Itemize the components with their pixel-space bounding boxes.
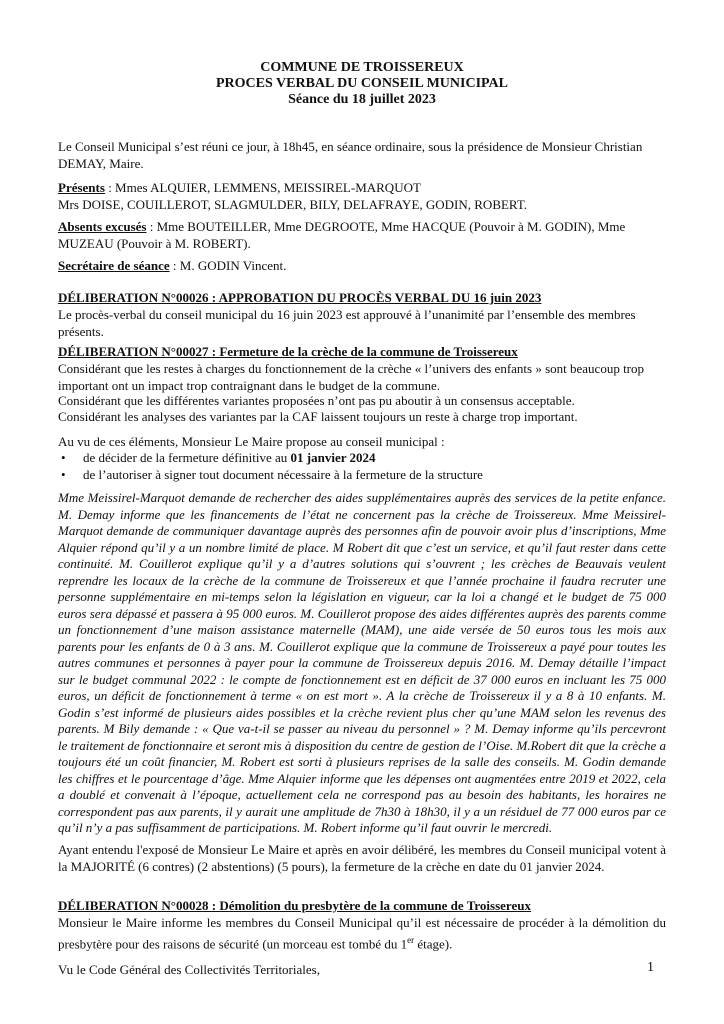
- intro-paragraph: Le Conseil Municipal s’est réuni ce jour, à 18h45, en séance ordinaire, sous la présidence de Monsieur Christian DEMAY, Maire.: [58, 139, 643, 171]
- bullet1-text: de décider de la fermeture définitive au: [83, 450, 291, 465]
- delib28-text-sup: er: [407, 934, 415, 945]
- absents-text: : Mme BOUTEILLER, Mme DEGROOTE, Mme HACQUE (Pouvoir à M. GODIN), Mme MUZEAU (Pouvoir à M. ROBERT).: [58, 219, 626, 251]
- page-number: 1: [647, 960, 654, 975]
- presents-label: Présents: [58, 180, 105, 195]
- delib28-text-end: étage).: [414, 935, 453, 951]
- bullet2-text: de l’autoriser à signer tout document nécessaire à la fermeture de la structure: [83, 466, 483, 482]
- secretaire-label: Secrétaire de séance: [58, 258, 170, 273]
- delib28-text-main: Monsieur le Maire informe les membres du Conseil Municipal qu’il est nécessaire de procéder à la démolition du presbytère pour des raisons de sécurité (un morceau est tombé du 1: [58, 915, 666, 951]
- absents-block: [58, 219, 666, 252]
- presents-line2: Mrs DOISE, COUILLEROT, SLAGMULDER, BILY, DELAFRAYE, GODIN, ROBERT.: [58, 196, 528, 212]
- session-date: Séance du 18 juillet 2023: [288, 92, 436, 107]
- delib27-considerant2: Considérant que les différentes variantes proposées n’ont pas pu aboutir à un consensus acceptable.: [58, 393, 575, 408]
- absents-label: Absents excusés: [58, 219, 147, 234]
- presents-line1: : Mmes ALQUIER, LEMMENS, MEISSIREL-MARQUOT: [104, 180, 421, 195]
- bullet1-date: 01 janvier 2024: [290, 450, 376, 465]
- secretaire-text: : M. GODIN Vincent.: [169, 258, 287, 273]
- delib27-considerant1: Considérant que les restes à charges du fonctionnement de la crèche « l’univers des enfants » sont beaucoup trop important ont un impact trop contraignant dans le budget de la commune.: [58, 361, 645, 393]
- delib26-title: DÉLIBERATION N°00026 : APPROBATION DU PROCÈS VERBAL DU 16 juin 2023: [58, 290, 542, 305]
- delib27-vote: Ayant entendu l'exposé de Monsieur Le Maire et après en avoir délibéré, les membres du Conseil municipal votent à la MAJORITÉ (6 contres) (2 abstentions) (5 pours), la fermeture de la crèche en date du 01 janvier 2024.: [58, 842, 666, 874]
- delib28-vu: Vu le Code Général des Collectivités Territoriales,: [58, 962, 320, 977]
- document-title: PROCES VERBAL DU CONSEIL MUNICIPAL: [216, 76, 508, 91]
- delib27-considerant3: Considérant les analyses des variantes par la CAF laissent toujours un reste à charge trop important.: [58, 409, 578, 424]
- delib27-proposal-list: [58, 450, 666, 483]
- list-item: [58, 467, 666, 484]
- delib27-proposal-intro: Au vu de ces éléments, Monsieur Le Maire propose au conseil municipal :: [58, 434, 445, 449]
- delib26-text: Le procès-verbal du conseil municipal du 16 juin 2023 est approuvé à l’unanimité par l’ensemble des membres présents.: [58, 307, 636, 339]
- delib27-debate: Mme Meissirel-Marquot demande de rechercher des aides supplémentaires auprès des services de la petite enfance. M. Demay informe que les financements de l’état ne concernent pas la crèche de Troissereux. Mme Meissirel-Marquot demande de communiquer davantage auprès des personnes afin de pouvoir avoir plus d’inscriptions, Mme Alquier répond qu’il y a un nombre limité de place. M Robert dit que c’est un service, et qu’il faut rester dans cette continuité. M. Couillerot explique qu’il y a d’autres solutions qui s’ouvrent ; les crèches de Beauvais veulent reprendre les locaux de la crèche de la commune de Troissereux et que l’année prochaine il faudra recruter une personne supplémentaire en mi-temps selon la législation en vigueur, car la loi a changé et le budget de 75 000 euros sera dépassé et passera à 95 000 euros. M. Couillerot propose des aides différentes auprès des parents comme un fonctionnement d’une maison assistance maternelle (MAM), une aide versée de 50 euros tous les mois aux parents pour les enfants de 0 à 3 ans. M. Couillerot explique que la commune de Troissereux a payé pour toutes les autres communes et personnes à payer pour la commune de Troissereux depuis 2016. M. Demay détaille l’impact sur le budget communal 2022 : le compte de fonctionnement est en déficit de 37 000 euros en incluant les 75 000 euros, un déficit de fonctionnement à terme « on est mort ». A la crèche de Troissereux il y a 8 à 10 enfants. M. Godin s’est informé de plusieurs aides possibles et la crèche revient plus cher qu’une MAM selon les revenus des parents. M Bily demande : « Que va-t-il se passer au niveau du personnel » ? M. Demay informe qu’ils percevront le traitement de fonctionnaire et seront mis à disposition du centre de gestion de l’Oise. M.Robert dit que la crèche a toujours été un coût financier, M. Robert est sorti à plusieurs reprises de la salle des conseils. M. Godin demande les chiffres et le pourcentage d’âge. Mme Alquier informe que les dépenses ont augmentées entre 2019 et 2022, cela a doublé et convenait à l’époque, actuellement cela ne correspond pas au besoin des habitants, les horaires ne correspondent pas aux parents, il y aurait une amplitude de 7h30 à 18h30, il y a un résiduel de 77 000 euros par ce qu’il n’y a pas suffisamment de participations. M. Robert informe qu’il faut ouvrir le mercredi.: [58, 490, 666, 835]
- secretaire-block: [58, 258, 666, 275]
- delib27-title: DÉLIBERATION N°00027 : Fermeture de la crèche de la commune de Troissereux: [58, 344, 518, 359]
- list-item: [58, 450, 666, 467]
- delib28-text: [58, 915, 666, 952]
- commune-title: COMMUNE DE TROISSEREUX: [260, 60, 464, 75]
- delib28-title: DÉLIBERATION N°00028 : Démolition du presbytère de la commune de Troissereux: [58, 898, 531, 913]
- presents-block: [58, 180, 666, 213]
